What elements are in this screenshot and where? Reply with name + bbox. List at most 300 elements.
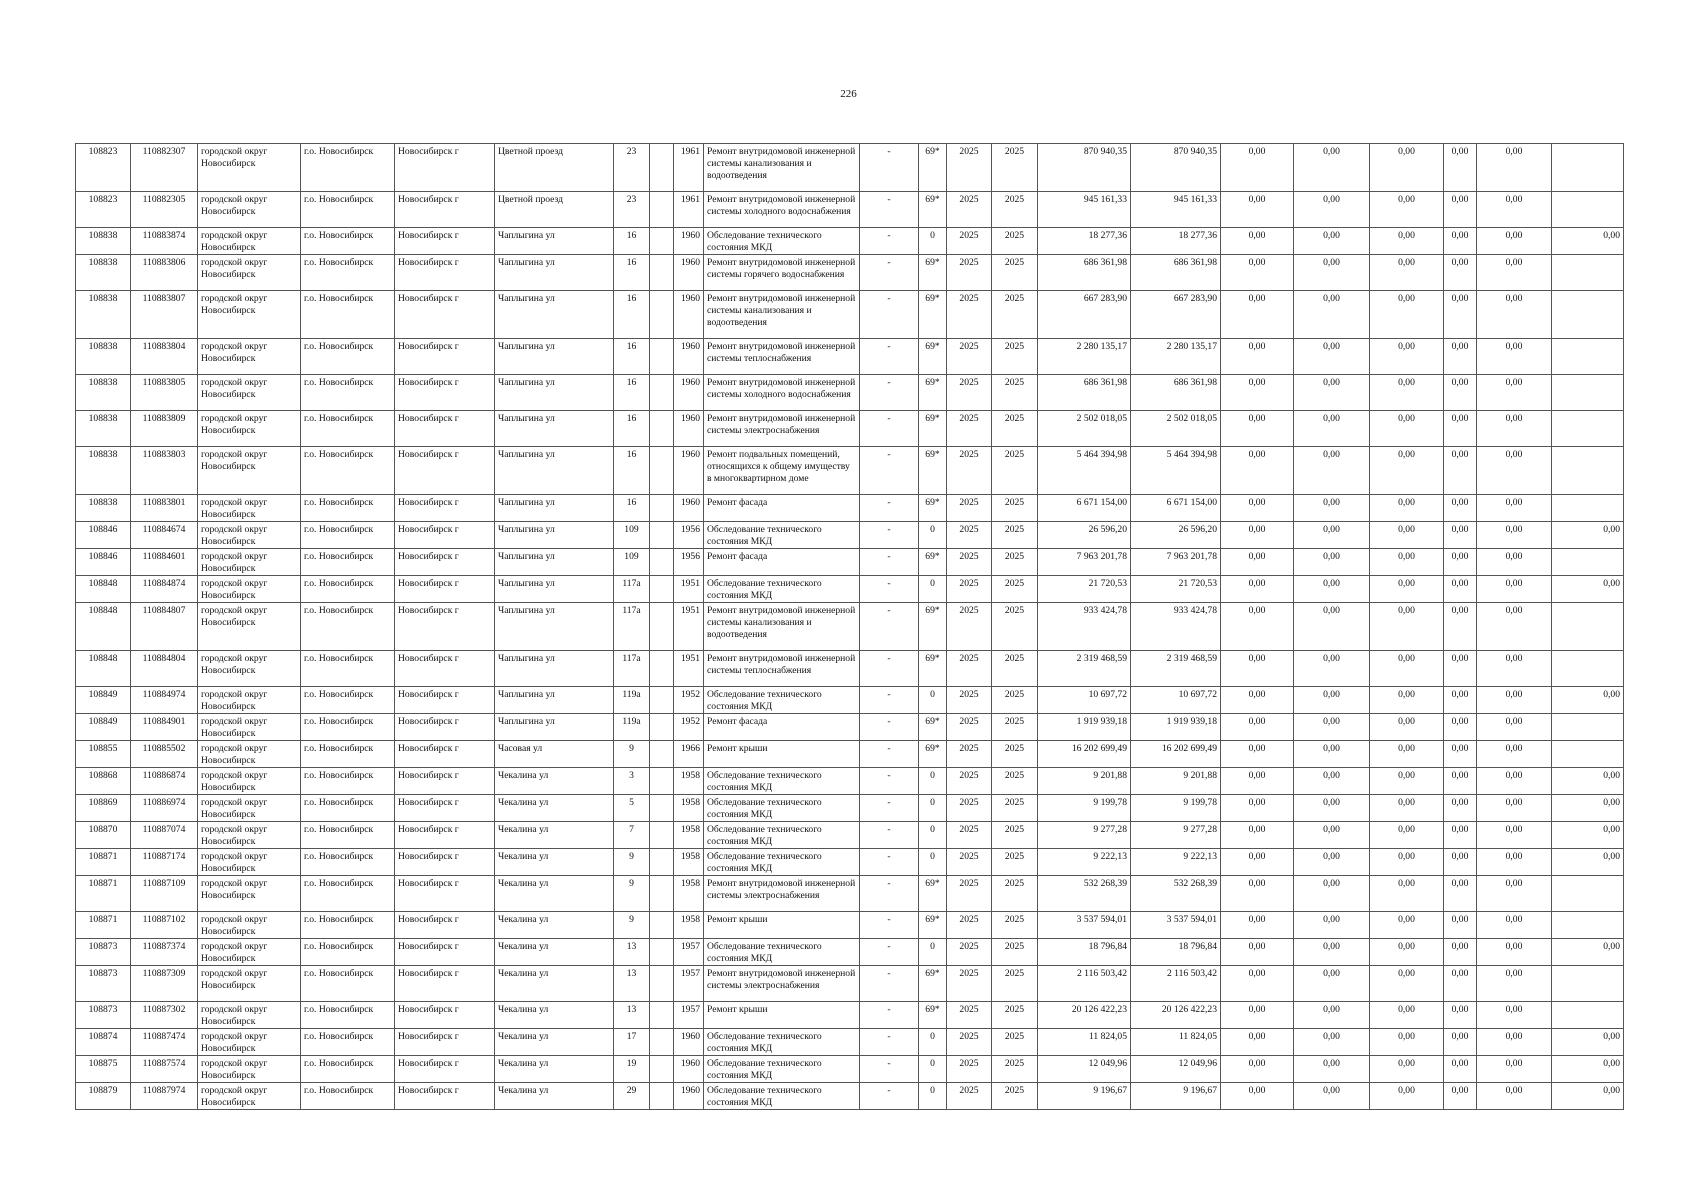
- cell-cost-local: 0,00: [1370, 549, 1444, 576]
- cell-extra-cost: [1552, 411, 1624, 447]
- cell-built-year: 1957: [674, 966, 704, 1002]
- cell-cost-regional: 0,00: [1294, 576, 1370, 603]
- cell-record-id: 108869: [76, 795, 131, 822]
- cell-district: г.о. Новосибирск: [301, 714, 395, 741]
- cell-building: [650, 966, 674, 1002]
- cell-built-year: 1960: [674, 411, 704, 447]
- cell-work-id: 110883801: [131, 495, 198, 522]
- cell-cost-other: 0,00: [1444, 822, 1477, 849]
- cell-extra-cost: [1552, 339, 1624, 375]
- cell-street: Чаплыгина ул: [495, 228, 614, 255]
- cell-municipality: городской округ Новосибирск: [198, 912, 301, 939]
- cell-extra-cost: 0,00: [1552, 687, 1624, 714]
- cell-plan-end-year: 2025: [992, 912, 1038, 939]
- cell-cost-regional: 0,00: [1294, 255, 1370, 291]
- cell-total-cost: 686 361,98: [1038, 255, 1131, 291]
- cell-cost-regional: 0,00: [1294, 291, 1370, 339]
- cell-cost-owners-funds: 2 502 018,05: [1131, 411, 1221, 447]
- cell-cost-fund: 0,00: [1477, 255, 1552, 291]
- cell-plan-start-year: 2025: [947, 939, 992, 966]
- cell-total-cost: 9 222,13: [1038, 849, 1131, 876]
- cell-cost-owners-funds: 18 796,84: [1131, 939, 1221, 966]
- cell-cost-other: 0,00: [1444, 966, 1477, 1002]
- table-row: [76, 228, 1624, 255]
- table-row: [76, 966, 1624, 1002]
- cell-plan-end-year: 2025: [992, 495, 1038, 522]
- cell-house-number: 16: [614, 411, 650, 447]
- cell-total-cost: 9 199,78: [1038, 795, 1131, 822]
- cell-district: г.о. Новосибирск: [301, 339, 395, 375]
- cell-settlement: Новосибирск г: [395, 939, 495, 966]
- cell-cost-fund: 0,00: [1477, 795, 1552, 822]
- cell-cost-regional: 0,00: [1294, 966, 1370, 1002]
- cell-cost-other: 0,00: [1444, 939, 1477, 966]
- cell-unit: -: [860, 768, 919, 795]
- cell-unit: -: [860, 255, 919, 291]
- cell-unit: -: [860, 849, 919, 876]
- cell-work-id: 110887074: [131, 822, 198, 849]
- cell-building: [650, 255, 674, 291]
- cell-street: Чекалина ул: [495, 876, 614, 912]
- cell-cost-regional: 0,00: [1294, 549, 1370, 576]
- cell-settlement: Новосибирск г: [395, 741, 495, 768]
- cell-unit: -: [860, 876, 919, 912]
- cell-extra-cost: [1552, 192, 1624, 228]
- cell-cost-regional: 0,00: [1294, 411, 1370, 447]
- cell-unit: -: [860, 714, 919, 741]
- cell-cost-local: 0,00: [1370, 795, 1444, 822]
- cell-work-type: Обследование технического состояния МКД: [704, 522, 860, 549]
- cell-settlement: Новосибирск г: [395, 375, 495, 411]
- cell-cost-norm: 69*: [919, 495, 947, 522]
- cell-building: [650, 912, 674, 939]
- cell-cost-federal: 0,00: [1221, 522, 1294, 549]
- cell-work-type: Ремонт внутридомовой инженерной системы электроснабжения: [704, 966, 860, 1002]
- cell-cost-other: 0,00: [1444, 495, 1477, 522]
- cell-settlement: Новосибирск г: [395, 1056, 495, 1083]
- cell-cost-federal: 0,00: [1221, 768, 1294, 795]
- cell-cost-owners-funds: 933 424,78: [1131, 603, 1221, 651]
- cell-cost-regional: 0,00: [1294, 192, 1370, 228]
- cell-cost-federal: 0,00: [1221, 549, 1294, 576]
- cell-cost-owners-funds: 9 222,13: [1131, 849, 1221, 876]
- cell-cost-local: 0,00: [1370, 192, 1444, 228]
- cell-plan-start-year: 2025: [947, 1002, 992, 1029]
- cell-total-cost: 2 502 018,05: [1038, 411, 1131, 447]
- cell-record-id: 108838: [76, 447, 131, 495]
- cell-cost-federal: 0,00: [1221, 255, 1294, 291]
- cell-work-id: 110884601: [131, 549, 198, 576]
- table-row: [76, 1002, 1624, 1029]
- cell-plan-start-year: 2025: [947, 603, 992, 651]
- cell-cost-owners-funds: 2 280 135,17: [1131, 339, 1221, 375]
- cell-building: [650, 687, 674, 714]
- cell-street: Цветной проезд: [495, 144, 614, 192]
- cell-plan-end-year: 2025: [992, 549, 1038, 576]
- table-row: [76, 375, 1624, 411]
- cell-plan-end-year: 2025: [992, 255, 1038, 291]
- cell-cost-fund: 0,00: [1477, 1056, 1552, 1083]
- cell-house-number: 109: [614, 549, 650, 576]
- cell-plan-end-year: 2025: [992, 192, 1038, 228]
- table-row: [76, 522, 1624, 549]
- cell-work-type: Ремонт крыши: [704, 741, 860, 768]
- cell-cost-other: 0,00: [1444, 687, 1477, 714]
- cell-work-type: Ремонт внутридомовой инженерной системы холодного водоснабжения: [704, 375, 860, 411]
- cell-extra-cost: 0,00: [1552, 822, 1624, 849]
- cell-building: [650, 795, 674, 822]
- cell-cost-other: 0,00: [1444, 795, 1477, 822]
- cell-plan-start-year: 2025: [947, 291, 992, 339]
- cell-cost-regional: 0,00: [1294, 495, 1370, 522]
- cell-settlement: Новосибирск г: [395, 795, 495, 822]
- cell-settlement: Новосибирск г: [395, 651, 495, 687]
- cell-record-id: 108871: [76, 849, 131, 876]
- cell-cost-local: 0,00: [1370, 576, 1444, 603]
- cell-record-id: 108838: [76, 339, 131, 375]
- cell-house-number: 13: [614, 1002, 650, 1029]
- cell-cost-federal: 0,00: [1221, 849, 1294, 876]
- cell-record-id: 108838: [76, 291, 131, 339]
- cell-cost-federal: 0,00: [1221, 939, 1294, 966]
- cell-cost-fund: 0,00: [1477, 1029, 1552, 1056]
- cell-settlement: Новосибирск г: [395, 447, 495, 495]
- cell-total-cost: 2 116 503,42: [1038, 966, 1131, 1002]
- cell-unit: -: [860, 1083, 919, 1110]
- cell-municipality: городской округ Новосибирск: [198, 339, 301, 375]
- cell-plan-end-year: 2025: [992, 768, 1038, 795]
- cell-record-id: 108848: [76, 576, 131, 603]
- cell-street: Чекалина ул: [495, 849, 614, 876]
- cell-settlement: Новосибирск г: [395, 339, 495, 375]
- cell-cost-fund: 0,00: [1477, 849, 1552, 876]
- cell-unit: -: [860, 603, 919, 651]
- cell-district: г.о. Новосибирск: [301, 603, 395, 651]
- cell-built-year: 1958: [674, 768, 704, 795]
- cell-cost-regional: 0,00: [1294, 228, 1370, 255]
- cell-cost-owners-funds: 21 720,53: [1131, 576, 1221, 603]
- cell-plan-end-year: 2025: [992, 1083, 1038, 1110]
- cell-cost-fund: 0,00: [1477, 1002, 1552, 1029]
- table-row: [76, 291, 1624, 339]
- cell-cost-local: 0,00: [1370, 447, 1444, 495]
- cell-cost-regional: 0,00: [1294, 1029, 1370, 1056]
- cell-cost-regional: 0,00: [1294, 1083, 1370, 1110]
- cell-cost-fund: 0,00: [1477, 687, 1552, 714]
- cell-cost-owners-funds: 3 537 594,01: [1131, 912, 1221, 939]
- cell-settlement: Новосибирск г: [395, 144, 495, 192]
- cell-house-number: 9: [614, 741, 650, 768]
- cell-cost-federal: 0,00: [1221, 192, 1294, 228]
- cell-settlement: Новосибирск г: [395, 495, 495, 522]
- cell-cost-fund: 0,00: [1477, 228, 1552, 255]
- cell-cost-owners-funds: 18 277,36: [1131, 228, 1221, 255]
- cell-cost-norm: 69*: [919, 912, 947, 939]
- cell-built-year: 1952: [674, 714, 704, 741]
- cell-unit: -: [860, 291, 919, 339]
- cell-work-id: 110887309: [131, 966, 198, 1002]
- cell-building: [650, 522, 674, 549]
- cell-cost-other: 0,00: [1444, 522, 1477, 549]
- cell-cost-other: 0,00: [1444, 255, 1477, 291]
- cell-house-number: 16: [614, 255, 650, 291]
- cell-cost-norm: 69*: [919, 411, 947, 447]
- cell-work-type: Ремонт крыши: [704, 1002, 860, 1029]
- cell-house-number: 19: [614, 1056, 650, 1083]
- cell-district: г.о. Новосибирск: [301, 447, 395, 495]
- cell-cost-owners-funds: 5 464 394,98: [1131, 447, 1221, 495]
- cell-cost-norm: 69*: [919, 549, 947, 576]
- cell-cost-owners-funds: 686 361,98: [1131, 255, 1221, 291]
- cell-cost-local: 0,00: [1370, 651, 1444, 687]
- cell-work-type: Ремонт крыши: [704, 912, 860, 939]
- cell-settlement: Новосибирск г: [395, 822, 495, 849]
- cell-street: Чаплыгина ул: [495, 687, 614, 714]
- cell-unit: -: [860, 576, 919, 603]
- cell-cost-regional: 0,00: [1294, 714, 1370, 741]
- cell-unit: -: [860, 228, 919, 255]
- cell-work-type: Ремонт внутридомовой инженерной системы теплоснабжения: [704, 339, 860, 375]
- cell-unit: -: [860, 522, 919, 549]
- cell-cost-local: 0,00: [1370, 375, 1444, 411]
- table-row: [76, 1083, 1624, 1110]
- cell-work-type: Обследование технического состояния МКД: [704, 687, 860, 714]
- cell-settlement: Новосибирск г: [395, 549, 495, 576]
- cell-cost-regional: 0,00: [1294, 651, 1370, 687]
- cell-extra-cost: [1552, 651, 1624, 687]
- cell-plan-end-year: 2025: [992, 447, 1038, 495]
- cell-house-number: 5: [614, 795, 650, 822]
- cell-cost-fund: 0,00: [1477, 576, 1552, 603]
- cell-settlement: Новосибирск г: [395, 876, 495, 912]
- cell-house-number: 117а: [614, 651, 650, 687]
- cell-cost-federal: 0,00: [1221, 339, 1294, 375]
- cell-work-id: 110884807: [131, 603, 198, 651]
- cell-total-cost: 16 202 699,49: [1038, 741, 1131, 768]
- table-row: [76, 741, 1624, 768]
- cell-total-cost: 21 720,53: [1038, 576, 1131, 603]
- cell-cost-owners-funds: 20 126 422,23: [1131, 1002, 1221, 1029]
- cell-cost-federal: 0,00: [1221, 291, 1294, 339]
- cell-cost-other: 0,00: [1444, 603, 1477, 651]
- cell-cost-other: 0,00: [1444, 714, 1477, 741]
- cell-cost-owners-funds: 12 049,96: [1131, 1056, 1221, 1083]
- cell-record-id: 108873: [76, 1002, 131, 1029]
- cell-extra-cost: [1552, 741, 1624, 768]
- cell-cost-regional: 0,00: [1294, 939, 1370, 966]
- cell-municipality: городской округ Новосибирск: [198, 228, 301, 255]
- cell-built-year: 1958: [674, 795, 704, 822]
- cell-plan-start-year: 2025: [947, 912, 992, 939]
- cell-cost-regional: 0,00: [1294, 1056, 1370, 1083]
- cell-built-year: 1958: [674, 912, 704, 939]
- cell-cost-federal: 0,00: [1221, 576, 1294, 603]
- cell-cost-norm: 0: [919, 576, 947, 603]
- cell-municipality: городской округ Новосибирск: [198, 651, 301, 687]
- cell-cost-fund: 0,00: [1477, 144, 1552, 192]
- cell-work-type: Обследование технического состояния МКД: [704, 1083, 860, 1110]
- cell-cost-fund: 0,00: [1477, 966, 1552, 1002]
- cell-house-number: 7: [614, 822, 650, 849]
- cell-district: г.о. Новосибирск: [301, 411, 395, 447]
- cell-unit: -: [860, 375, 919, 411]
- cell-cost-local: 0,00: [1370, 603, 1444, 651]
- cell-total-cost: 9 201,88: [1038, 768, 1131, 795]
- cell-house-number: 17: [614, 1029, 650, 1056]
- cell-house-number: 23: [614, 192, 650, 228]
- cell-cost-fund: 0,00: [1477, 876, 1552, 912]
- cell-cost-local: 0,00: [1370, 291, 1444, 339]
- cell-building: [650, 939, 674, 966]
- cell-street: Чаплыгина ул: [495, 411, 614, 447]
- cell-settlement: Новосибирск г: [395, 1029, 495, 1056]
- cell-work-type: Обследование технического состояния МКД: [704, 795, 860, 822]
- cell-building: [650, 1029, 674, 1056]
- cell-record-id: 108873: [76, 966, 131, 1002]
- cell-extra-cost: [1552, 603, 1624, 651]
- cell-street: Чаплыгина ул: [495, 549, 614, 576]
- cell-cost-other: 0,00: [1444, 549, 1477, 576]
- cell-house-number: 29: [614, 1083, 650, 1110]
- cell-cost-regional: 0,00: [1294, 849, 1370, 876]
- cell-cost-local: 0,00: [1370, 495, 1444, 522]
- cell-cost-local: 0,00: [1370, 1002, 1444, 1029]
- cell-plan-start-year: 2025: [947, 447, 992, 495]
- cell-record-id: 108873: [76, 939, 131, 966]
- cell-cost-owners-funds: 11 824,05: [1131, 1029, 1221, 1056]
- cell-cost-federal: 0,00: [1221, 447, 1294, 495]
- cell-cost-owners-funds: 1 919 939,18: [1131, 714, 1221, 741]
- cell-settlement: Новосибирск г: [395, 912, 495, 939]
- cell-building: [650, 1083, 674, 1110]
- cell-municipality: городской округ Новосибирск: [198, 849, 301, 876]
- cell-cost-other: 0,00: [1444, 1002, 1477, 1029]
- table-row: [76, 912, 1624, 939]
- cell-extra-cost: [1552, 714, 1624, 741]
- cell-cost-federal: 0,00: [1221, 687, 1294, 714]
- cell-municipality: городской округ Новосибирск: [198, 822, 301, 849]
- cell-cost-fund: 0,00: [1477, 447, 1552, 495]
- cell-record-id: 108838: [76, 255, 131, 291]
- cell-total-cost: 20 126 422,23: [1038, 1002, 1131, 1029]
- cell-cost-other: 0,00: [1444, 192, 1477, 228]
- cell-work-id: 110884674: [131, 522, 198, 549]
- cell-cost-norm: 69*: [919, 714, 947, 741]
- cell-built-year: 1957: [674, 1002, 704, 1029]
- cell-plan-end-year: 2025: [992, 522, 1038, 549]
- cell-plan-start-year: 2025: [947, 849, 992, 876]
- cell-plan-start-year: 2025: [947, 687, 992, 714]
- cell-cost-norm: 0: [919, 849, 947, 876]
- cell-record-id: 108846: [76, 522, 131, 549]
- cell-street: Чаплыгина ул: [495, 447, 614, 495]
- cell-cost-local: 0,00: [1370, 939, 1444, 966]
- cell-extra-cost: 0,00: [1552, 849, 1624, 876]
- cell-building: [650, 1056, 674, 1083]
- table-row: [76, 144, 1624, 192]
- table-row: [76, 576, 1624, 603]
- cell-cost-federal: 0,00: [1221, 876, 1294, 912]
- cell-building: [650, 768, 674, 795]
- cell-work-id: 110884974: [131, 687, 198, 714]
- cell-cost-federal: 0,00: [1221, 411, 1294, 447]
- cell-record-id: 108848: [76, 651, 131, 687]
- table-row: [76, 795, 1624, 822]
- cell-total-cost: 686 361,98: [1038, 375, 1131, 411]
- cell-municipality: городской округ Новосибирск: [198, 966, 301, 1002]
- cell-total-cost: 9 196,67: [1038, 1083, 1131, 1110]
- cell-total-cost: 3 537 594,01: [1038, 912, 1131, 939]
- cell-settlement: Новосибирск г: [395, 714, 495, 741]
- cell-cost-fund: 0,00: [1477, 714, 1552, 741]
- cell-cost-regional: 0,00: [1294, 912, 1370, 939]
- cell-record-id: 108846: [76, 549, 131, 576]
- cell-extra-cost: 0,00: [1552, 939, 1624, 966]
- cell-house-number: 16: [614, 291, 650, 339]
- page-number: 226: [840, 88, 857, 100]
- cell-cost-norm: 0: [919, 822, 947, 849]
- cell-street: Чаплыгина ул: [495, 651, 614, 687]
- cell-extra-cost: [1552, 447, 1624, 495]
- cell-record-id: 108823: [76, 192, 131, 228]
- cell-municipality: городской округ Новосибирск: [198, 714, 301, 741]
- cell-district: г.о. Новосибирск: [301, 741, 395, 768]
- cell-record-id: 108855: [76, 741, 131, 768]
- cell-extra-cost: [1552, 375, 1624, 411]
- cell-cost-local: 0,00: [1370, 849, 1444, 876]
- cell-work-type: Ремонт фасада: [704, 714, 860, 741]
- cell-total-cost: 532 268,39: [1038, 876, 1131, 912]
- cell-plan-start-year: 2025: [947, 795, 992, 822]
- cell-extra-cost: [1552, 495, 1624, 522]
- cell-cost-regional: 0,00: [1294, 687, 1370, 714]
- cell-work-id: 110887174: [131, 849, 198, 876]
- cell-cost-fund: 0,00: [1477, 411, 1552, 447]
- table-row: [76, 651, 1624, 687]
- cell-unit: -: [860, 1002, 919, 1029]
- cell-record-id: 108838: [76, 411, 131, 447]
- cell-work-type: Обследование технического состояния МКД: [704, 1029, 860, 1056]
- cell-extra-cost: 0,00: [1552, 576, 1624, 603]
- cell-plan-end-year: 2025: [992, 795, 1038, 822]
- cell-street: Чаплыгина ул: [495, 495, 614, 522]
- cell-cost-fund: 0,00: [1477, 522, 1552, 549]
- cell-cost-federal: 0,00: [1221, 822, 1294, 849]
- cell-work-id: 110887102: [131, 912, 198, 939]
- cell-cost-other: 0,00: [1444, 228, 1477, 255]
- cell-cost-norm: 69*: [919, 291, 947, 339]
- cell-extra-cost: [1552, 549, 1624, 576]
- cell-plan-end-year: 2025: [992, 375, 1038, 411]
- cell-municipality: городской округ Новосибирск: [198, 1029, 301, 1056]
- cell-work-type: Ремонт внутридомовой инженерной системы теплоснабжения: [704, 651, 860, 687]
- table-row: [76, 603, 1624, 651]
- cell-plan-start-year: 2025: [947, 339, 992, 375]
- cell-house-number: 16: [614, 339, 650, 375]
- cell-cost-federal: 0,00: [1221, 375, 1294, 411]
- cell-house-number: 3: [614, 768, 650, 795]
- cell-cost-owners-funds: 26 596,20: [1131, 522, 1221, 549]
- cell-cost-federal: 0,00: [1221, 966, 1294, 1002]
- cell-plan-start-year: 2025: [947, 966, 992, 1002]
- table-row: [76, 687, 1624, 714]
- cell-street: Чаплыгина ул: [495, 339, 614, 375]
- cell-building: [650, 339, 674, 375]
- cell-unit: -: [860, 1029, 919, 1056]
- cell-plan-end-year: 2025: [992, 144, 1038, 192]
- table-row: [76, 549, 1624, 576]
- cell-district: г.о. Новосибирск: [301, 228, 395, 255]
